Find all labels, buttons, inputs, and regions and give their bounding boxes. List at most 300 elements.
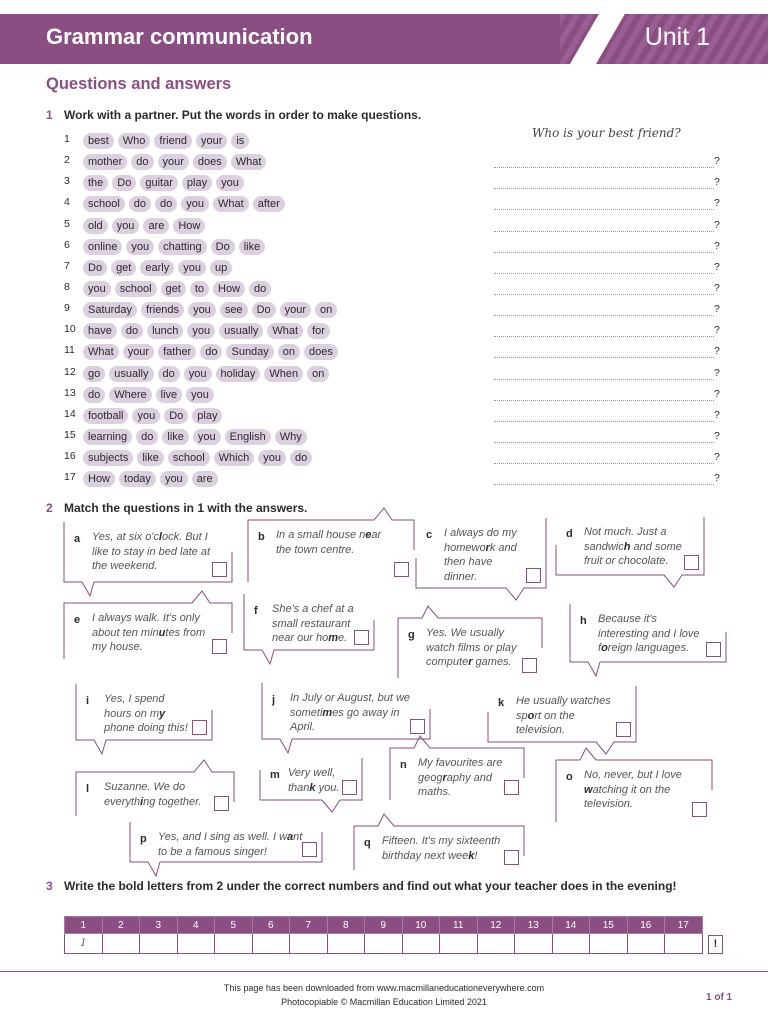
answer-bubble-q [354,826,524,870]
answer-checkbox[interactable] [192,720,207,735]
word-chip: to [190,281,209,297]
grid-number: 13 [515,917,553,934]
word-chip: When [264,366,303,382]
question-number: 14 [64,407,76,420]
answer-letter: d [566,528,573,540]
answer-checkbox[interactable] [302,842,317,857]
word-chips [83,152,270,170]
question-mark: ? [714,451,720,464]
answer-letter: h [580,615,587,627]
question-mark: ? [714,345,720,358]
question-number: 13 [64,386,76,399]
word-chip: like [239,239,266,255]
answer-letter: m [270,769,280,781]
grid-letter-cell[interactable] [177,934,215,954]
question-row [64,426,724,447]
grid-letter-cell[interactable] [665,934,703,954]
answer-letter: o [566,771,573,783]
exercise-number: 3 [46,879,53,893]
answer-text: Not much. Just a sandwich and some fruit or chocolate. [584,526,682,567]
grid-letter-cell[interactable] [215,934,253,954]
word-chip: do [158,366,180,382]
word-chip: on [315,302,337,318]
grid-number: 3 [140,917,178,934]
grid-number-row [65,917,703,934]
word-chips [83,300,341,318]
question-row [64,405,724,426]
word-chip: Do [252,302,276,318]
word-chip: your [280,302,311,318]
answer-text: She's a chef at a small restaurant near our home. [272,603,354,644]
answer-checkbox[interactable] [504,850,519,865]
answer-text: Very well, thank you. [288,767,340,794]
answer-text: Yes, I spend hours on my phone doing this! [104,693,188,734]
word-chip: school [115,281,157,297]
word-chip: friend [154,133,192,149]
word-chips [83,342,342,360]
answer-text: I always do my homework and then have dinner. [444,527,517,583]
question-mark: ? [714,324,720,337]
answer-bubble-k [488,686,636,742]
question-mark: ? [714,472,720,485]
answer-letter: a [74,533,81,545]
word-chip: get [111,260,136,276]
word-chip: Why [275,429,307,445]
question-mark: ? [714,303,720,316]
answer-bubble-g [398,618,542,678]
answer-letter: n [400,759,407,771]
word-chip: school [83,196,125,212]
word-chips [83,258,236,276]
word-chip: play [182,175,212,191]
answer-checkbox[interactable] [692,802,707,817]
word-chip: What [231,154,267,170]
answer-bubble-f [244,594,374,650]
question-row [64,126,724,151]
word-chip: How [83,471,115,487]
question-row [64,363,724,384]
question-number: 17 [64,471,76,484]
answer-checkbox[interactable] [214,796,229,811]
answer-letter: p [140,833,147,845]
answer-line[interactable] [494,472,714,485]
grid-letter-cell[interactable] [477,934,515,954]
word-chip: school [168,450,210,466]
page-header [0,14,768,64]
word-chip: is [231,133,249,149]
word-chip: Saturday [83,302,137,318]
word-chip: are [143,218,169,234]
word-chip: Do [83,260,107,276]
answer-text: Yes. We usually watch films or play computer games. [426,627,517,668]
grid-number: 1 [65,917,103,934]
word-chip: Who [118,133,151,149]
word-chips [83,469,222,487]
question-mark: ? [714,218,720,231]
question-row [64,193,724,214]
word-chip: How [213,281,245,297]
word-chips [83,173,248,191]
word-chip: see [220,302,248,318]
word-chip: today [119,471,156,487]
question-mark: ? [714,366,720,379]
word-chip: you [186,387,214,403]
word-chip: Which [214,450,255,466]
footer-rule [0,971,768,972]
grid-number: 6 [252,917,290,934]
word-chip: do [121,323,143,339]
word-chip: like [137,450,164,466]
exercise-instruction: Work with a partner. Put the words in order to make questions. [64,108,422,122]
word-chip: football [83,408,128,424]
grid-number: 14 [552,917,590,934]
answer-bubble-i [76,684,212,740]
answer-bubble-p [130,822,322,862]
answer-checkbox[interactable] [706,642,721,657]
word-chip: you [126,239,154,255]
word-chip: for [307,323,330,339]
exercise-1-heading [46,108,421,122]
grid-letter-cell[interactable] [515,934,553,954]
word-chip: are [192,471,218,487]
word-chip: old [83,218,108,234]
grid-number: 12 [477,917,515,934]
question-row [64,278,724,299]
grid-number: 11 [440,917,478,934]
word-chip: you [184,366,212,382]
question-number: 15 [64,428,76,441]
answer-bubble-m [260,758,362,800]
question-number: 16 [64,450,76,463]
question-mark: ? [714,155,720,168]
word-chip: you [181,196,209,212]
word-chip: Sunday [226,344,273,360]
grid-letter-cell[interactable]: I [65,934,103,954]
answer-checkbox[interactable] [522,658,537,673]
word-chip: does [304,344,338,360]
word-chip: Where [109,387,151,403]
word-chip: holiday [216,366,261,382]
answer-line[interactable] [494,219,714,232]
word-chips [83,321,334,339]
question-row [64,257,724,278]
answer-text: He usually watches sport on the television. [516,695,611,736]
word-chip: you [258,450,286,466]
word-chips [83,131,253,149]
word-chip: you [178,260,206,276]
answer-letter: g [408,629,415,641]
question-mark: ? [714,260,720,273]
word-chip: father [158,344,196,360]
word-chip: does [193,154,227,170]
answer-text: Yes, at six o'clock. But I like to stay in bed late at the weekend. [92,531,211,572]
word-chip: do [83,387,105,403]
question-row [64,215,724,236]
question-mark: ? [714,239,720,252]
grid-letter-cell[interactable] [290,934,328,954]
grid-letter-cell[interactable] [402,934,440,954]
grid-answer-row [65,934,703,954]
answer-text: Fifteen. It's my sixteenth birthday next week! [382,835,501,862]
word-chip: online [83,239,122,255]
question-number: 4 [64,196,70,209]
grid-letter-cell[interactable] [365,934,403,954]
answer-bubble-c [416,518,546,588]
example-answer: Who is your best friend? [532,126,681,140]
answer-checkbox[interactable] [342,780,357,795]
word-chips [83,385,218,403]
answer-letter: f [254,605,258,617]
word-chip: you [132,408,160,424]
answer-line[interactable] [494,430,714,443]
grid-number: 9 [365,917,403,934]
answer-checkbox[interactable] [212,639,227,654]
word-chip: you [216,175,244,191]
answer-line[interactable] [494,197,714,210]
word-chips [83,216,209,234]
answer-checkbox[interactable] [410,719,425,734]
question-row [64,236,724,257]
exercise-number: 2 [46,501,53,515]
word-chip: best [83,133,114,149]
answer-checkbox[interactable] [526,568,541,583]
grid-letter-cell[interactable] [140,934,178,954]
word-chips [83,427,311,445]
word-chip: Do [164,408,188,424]
word-chips [83,448,316,466]
grid-letter-cell[interactable] [627,934,665,954]
answer-line[interactable] [494,155,714,168]
answer-line[interactable] [494,282,714,295]
answer-letter: l [86,783,90,795]
word-chip: What [83,344,119,360]
word-chip: up [210,260,232,276]
word-chips [83,279,275,297]
footer-copyright: Photocopiable © Macmillan Education Limited 2021 [281,997,487,1007]
answer-text: In a small house near the town centre. [276,529,382,556]
answer-bubble-b [248,520,414,582]
grid-letter-cell[interactable] [590,934,628,954]
answer-line[interactable] [494,345,714,358]
answer-letter: b [258,531,265,543]
word-chip: you [160,471,188,487]
question-number: 2 [64,154,70,167]
exercise-2-heading [46,501,307,515]
word-chip: on [307,366,329,382]
word-chips [83,364,333,382]
answer-checkbox[interactable] [354,630,369,645]
question-number: 6 [64,238,70,251]
word-chip: usually [109,366,153,382]
answer-text: No, never, but I love watching it on the television. [584,769,682,810]
grid-letter-cell[interactable] [327,934,365,954]
grid-letter-cell[interactable] [440,934,478,954]
question-row [64,384,724,405]
question-number: 1 [64,133,70,145]
answer-letter: j [272,694,276,706]
grid-letter-cell[interactable] [252,934,290,954]
word-chip: get [161,281,186,297]
word-chip: live [156,387,183,403]
grid-letter-cell[interactable] [102,934,140,954]
word-chip: mother [83,154,127,170]
answer-letter: i [86,695,90,707]
answer-line[interactable] [494,388,714,401]
answer-letter: c [426,529,433,541]
answer-letter: q [364,837,371,849]
question-number: 5 [64,217,70,230]
word-chip: usually [219,323,263,339]
answer-line[interactable] [494,240,714,253]
answer-line[interactable] [494,176,714,189]
word-chip: you [193,429,221,445]
answer-line[interactable] [494,303,714,316]
grid-number: 7 [290,917,328,934]
word-chip: you [112,218,140,234]
answer-letter: k [498,697,505,709]
grid-number: 4 [177,917,215,934]
grid-number: 17 [665,917,703,934]
answer-bubble-d [556,517,704,575]
word-chip: guitar [140,175,178,191]
question-row [64,320,724,341]
question-number: 10 [64,323,76,336]
question-row [64,468,724,489]
word-chip: do [249,281,271,297]
answer-letter: e [74,614,81,626]
word-chip: Do [211,239,235,255]
answer-line[interactable] [494,367,714,380]
word-chip: you [83,281,111,297]
word-chip: you [188,302,216,318]
word-chip: after [253,196,285,212]
grid-number: 15 [590,917,628,934]
word-chip: lunch [147,323,183,339]
section-title: Questions and answers [46,75,232,93]
answer-checkbox[interactable] [504,780,519,795]
word-chip: the [83,175,108,191]
question-number: 12 [64,365,76,378]
answer-text: I always walk. It's only about ten minutes from my house. [92,612,206,653]
word-chip: early [140,260,174,276]
word-chip: go [83,366,105,382]
grid-letter-cell[interactable] [552,934,590,954]
unit-label: Unit 1 [644,23,710,51]
question-row [64,341,724,362]
question-mark: ? [714,429,720,442]
grid-number: 2 [102,917,140,934]
word-chip: have [83,323,117,339]
word-chip: you [187,323,215,339]
word-chip: Do [112,175,136,191]
word-chip: learning [83,429,132,445]
word-chip: your [158,154,189,170]
question-number: 3 [64,175,70,188]
answer-line[interactable] [494,261,714,274]
answer-line[interactable] [494,409,714,422]
question-mark: ? [714,197,720,210]
question-row [64,299,724,320]
question-row [64,172,724,193]
word-chip: What [213,196,249,212]
word-chip: like [162,429,189,445]
word-chips [83,194,289,212]
answer-bubble-j [262,683,430,739]
exercise-3-heading [46,879,686,894]
grid-number: 5 [215,917,253,934]
word-chip: play [192,408,222,424]
answer-checkbox[interactable] [212,562,227,577]
word-chip: your [196,133,227,149]
word-chip: friends [141,302,184,318]
word-chips [83,237,269,255]
word-chip: chatting [158,239,207,255]
exercise-instruction: Match the questions in 1 with the answers. [64,501,308,515]
letter-grid [64,916,703,954]
question-mark: ? [714,387,720,400]
answer-bubble-h [570,604,726,662]
answer-bubble-n [390,748,524,800]
answer-checkbox[interactable] [394,562,409,577]
answer-checkbox[interactable] [684,555,699,570]
answer-bubble-e [64,603,232,659]
question-mark: ? [714,281,720,294]
page-number: 1 of 1 [706,992,733,1003]
word-chip: on [278,344,300,360]
question-number: 8 [64,280,70,293]
word-chip: do [129,196,151,212]
question-row [64,151,724,172]
word-chip: subjects [83,450,133,466]
question-mark: ? [714,408,720,421]
question-number: 7 [64,259,70,272]
question-row [64,447,724,468]
grid-number: 8 [327,917,365,934]
end-exclamation: ! [708,935,723,954]
exercise-instruction: Write the bold letters from 2 under the correct numbers and find out what your teacher does in the evening! [64,879,677,893]
question-number: 9 [64,302,70,315]
footer-download: This page has been downloaded from www.macmillaneducationeverywhere.com [223,983,545,993]
question-list [64,126,724,489]
word-chip: do [200,344,222,360]
word-chip: do [131,154,153,170]
exercise-number: 1 [46,108,53,122]
answer-text: Because it's interesting and I love foreign languages. [598,613,700,654]
answer-bubble-l [76,772,234,816]
answer-bubble-o [556,760,712,822]
word-chip: do [290,450,312,466]
word-chip: do [136,429,158,445]
word-chip: your [123,344,154,360]
question-mark: ? [714,176,720,189]
page-title: Grammar communication [46,24,313,49]
grid-number: 10 [402,917,440,934]
answer-text: In July or August, but we sometimes go away in April. [290,692,411,733]
grid-number: 16 [627,917,665,934]
answer-text: My favourites are geography and maths. [418,757,503,798]
word-chip: How [173,218,205,234]
answer-text: Suzanne. We do everything together. [104,781,202,808]
answer-text: Yes, and I sing as well. I want to be a famous singer! [158,831,303,858]
answer-bubble-a [64,522,232,582]
question-number: 11 [64,344,75,357]
word-chip: do [155,196,177,212]
answer-line[interactable] [494,324,714,337]
word-chips [83,406,226,424]
answer-line[interactable] [494,451,714,464]
answer-checkbox[interactable] [616,722,631,737]
word-chip: English [225,429,271,445]
